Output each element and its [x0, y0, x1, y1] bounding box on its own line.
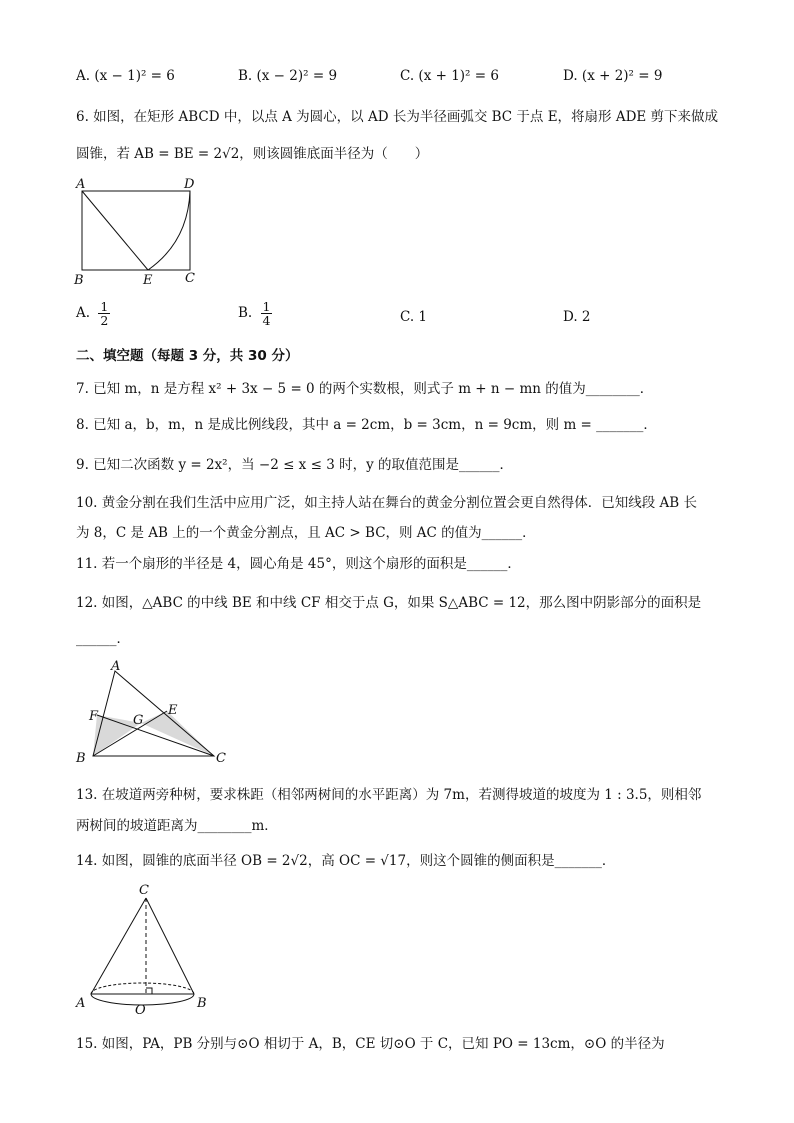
- label-o: O: [135, 1003, 146, 1018]
- q13-stem-line1: 13. 在坡道两旁种树，要求株距（相邻两树间的水平距离）为 7m，若测得坡道的坡度为 1 : 3.5，则相邻: [76, 787, 702, 803]
- slant-ca: [91, 898, 146, 994]
- q6-option-a: [76, 300, 110, 327]
- q5-option-c: C. (x + 1)² = 6: [400, 68, 499, 84]
- segment-ae: [82, 191, 148, 270]
- q8-stem: 8. 已知 a，b，m，n 是成比例线段，其中 a = 2cm，b = 3cm，n = 9cm，则 m = _______．: [76, 417, 657, 433]
- fraction-numerator: 1: [262, 299, 271, 314]
- label-c: C: [185, 271, 195, 286]
- q6-option-c: C. 1: [400, 309, 428, 325]
- q7-stem: 7. 已知 m，n 是方程 x² + 3x − 5 = 0 的两个实数根，则式子 m + n − mn 的值为________．: [76, 381, 654, 397]
- label-b: B: [197, 996, 207, 1011]
- q6-rectangle-figure: [70, 176, 210, 288]
- fraction-one-half: [98, 300, 110, 327]
- q6-option-b: [238, 300, 272, 327]
- label-b: B: [74, 273, 84, 288]
- label-f: F: [89, 709, 99, 724]
- q6-stem-line2: 圆锥，若 AB = BE = 2√2，则该圆锥底面半径为（ ）: [76, 146, 429, 162]
- label-b: B: [76, 751, 86, 766]
- q10-stem-line2: 为 8，C 是 AB 上的一个黄金分割点，且 AC > BC，则 AC 的值为______．: [76, 525, 536, 541]
- label-e: E: [143, 273, 153, 288]
- q13-stem-line2: 两树间的坡道距离为________m．: [76, 818, 278, 834]
- q10-stem-line1: 10. 黄金分割在我们生活中应用广泛，如主持人站在舞台的黄金分割位置会更自然得体．已知线段 AB 长: [76, 495, 698, 511]
- q14-cone-figure: [70, 880, 220, 1020]
- q6-stem-line1: 6. 如图，在矩形 ABCD 中，以点 A 为圆心，以 AD 长为半径画弧交 BC 于点 E，将扇形 ADE 剪下来做成: [76, 109, 719, 125]
- q12-stem-line1: 12. 如图，△ABC 的中线 BE 和中线 CF 相交于点 G，如果 S△ABC = 12，那么图中阴影部分的面积是: [76, 595, 702, 611]
- label-c: C: [139, 883, 149, 898]
- label-d: D: [184, 177, 195, 192]
- fraction-denominator: 4: [262, 313, 271, 329]
- q5-option-b: B. (x − 2)² = 9: [238, 68, 338, 84]
- arc-de: [148, 191, 190, 270]
- label-a: A: [76, 996, 86, 1011]
- q5-option-a: A. (x − 1)² = 6: [76, 68, 175, 84]
- q15-stem-line1: 15. 如图，PA，PB 分别与⊙O 相切于 A，B，CE 切⊙O 于 C，已知 PO = 13cm，⊙O 的半径为: [76, 1036, 665, 1052]
- rectangle-abcd: [82, 191, 190, 270]
- label-a: A: [111, 659, 121, 674]
- q12-triangle-figure: [70, 656, 240, 768]
- q6-option-b-prefix: B.: [238, 305, 253, 322]
- fraction-denominator: 2: [100, 313, 109, 329]
- slant-cb: [146, 898, 194, 994]
- fraction-one-quarter: [261, 300, 273, 327]
- section-heading-fill-in: 二、填空题（每题 3 分，共 30 分）: [76, 348, 299, 364]
- right-angle-mark: [146, 988, 152, 994]
- label-c: C: [216, 751, 226, 766]
- q5-option-d: D. (x + 2)² = 9: [563, 68, 663, 84]
- base-ellipse-back: [91, 983, 194, 994]
- q12-stem-line2: ______．: [76, 631, 130, 647]
- label-g: G: [133, 713, 144, 728]
- q6-option-d: D. 2: [563, 309, 591, 325]
- label-e: E: [168, 703, 178, 718]
- q14-stem: 14. 如图，圆锥的底面半径 OB = 2√2，高 OC = √17，则这个圆锥的侧面积是_______．: [76, 853, 616, 869]
- label-a: A: [76, 177, 86, 192]
- q6-option-a-prefix: A.: [76, 305, 91, 322]
- shaded-region-right: [141, 711, 214, 756]
- q9-stem: 9. 已知二次函数 y = 2x²，当 −2 ≤ x ≤ 3 时，y 的取值范围是______．: [76, 457, 513, 473]
- fraction-numerator: 1: [100, 299, 109, 314]
- q11-stem: 11. 若一个扇形的半径是 4，圆心角是 45°，则这个扇形的面积是______．: [76, 556, 521, 572]
